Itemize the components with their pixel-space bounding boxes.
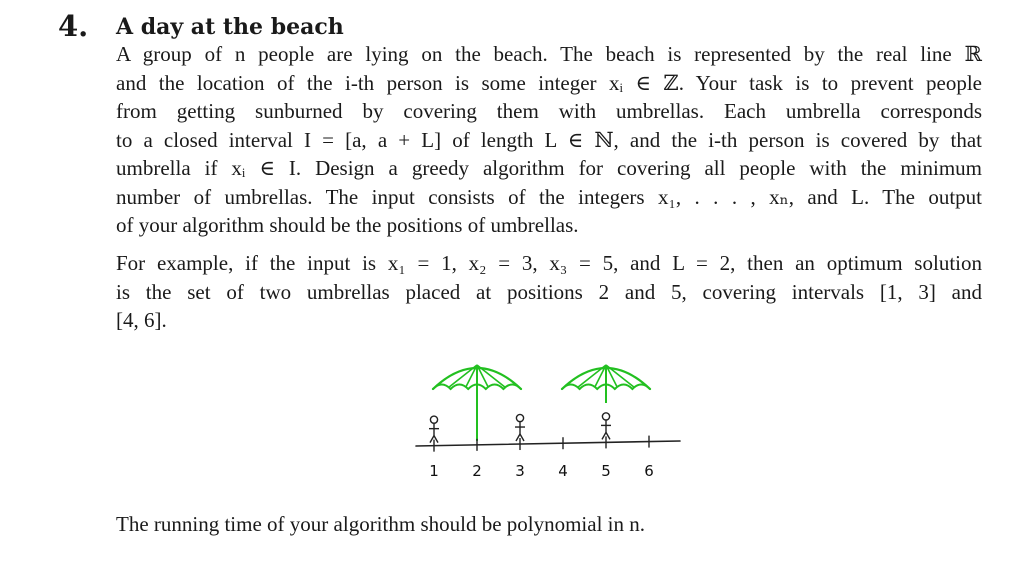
statement-line: from getting sunburned by covering them with umbrellas. Each umbrella corresponds: [116, 99, 982, 123]
tick-label: 2: [472, 462, 482, 480]
person-head: [516, 414, 523, 421]
umbrella-rib: [606, 365, 634, 387]
tick-label: 3: [515, 462, 525, 480]
beach-figure: [380, 345, 700, 495]
statement-line: to a closed interval I = [a, a + L] of length L ∈ ℕ, and the i-th person is covered by that: [116, 127, 982, 152]
problem-number: 4.: [58, 9, 89, 43]
person-icon: [601, 413, 611, 440]
umbrella-icon: [433, 365, 521, 441]
statement-line: and the location of the i-th person is some integer xᵢ ∈ ℤ. Your task is to prevent people: [116, 70, 982, 95]
statement-line: number of umbrellas. The input consists of the integers x₁, . . . , xₙ, and L. The output: [116, 184, 982, 209]
tick-label: 1: [429, 462, 439, 480]
person-head: [430, 416, 437, 423]
statement-line: of your algorithm should be the positions of umbrellas.: [116, 213, 579, 237]
problem-statement: [116, 40, 982, 240]
problem-title: A day at the beach: [116, 14, 344, 40]
tick-label: 4: [558, 462, 568, 480]
person-icon: [515, 414, 525, 441]
umbrella-icon: [562, 365, 650, 403]
beach-line: [416, 441, 680, 446]
tick-label: 6: [644, 462, 654, 480]
note-line: The running time of your algorithm should be polynomial in n.: [116, 512, 646, 536]
person-head: [602, 413, 609, 420]
example-paragraph: [116, 249, 982, 335]
statement-line: umbrella if xᵢ ∈ I. Design a greedy algorithm for covering all people with the minimum: [116, 156, 982, 180]
running-time-note: [116, 510, 982, 539]
umbrella-rib: [477, 365, 505, 387]
person-icon: [429, 416, 439, 443]
tick-labels-layer: [429, 462, 654, 480]
umbrella-rib: [578, 365, 606, 387]
example-line: For example, if the input is x₁ = 1, x₂ = 3, x₃ = 5, and L = 2, then an optimum solution: [116, 251, 982, 275]
umbrellas-layer: [433, 365, 650, 441]
statement-line: A group of n people are lying on the beach. The beach is represented by the real line ℝ: [116, 42, 982, 66]
tick-label: 5: [601, 462, 611, 480]
example-line: [4, 6].: [116, 308, 167, 332]
example-line: is the set of two umbrellas placed at positions 2 and 5, covering intervals [1, 3] and: [116, 279, 982, 304]
umbrella-rib: [449, 365, 477, 387]
